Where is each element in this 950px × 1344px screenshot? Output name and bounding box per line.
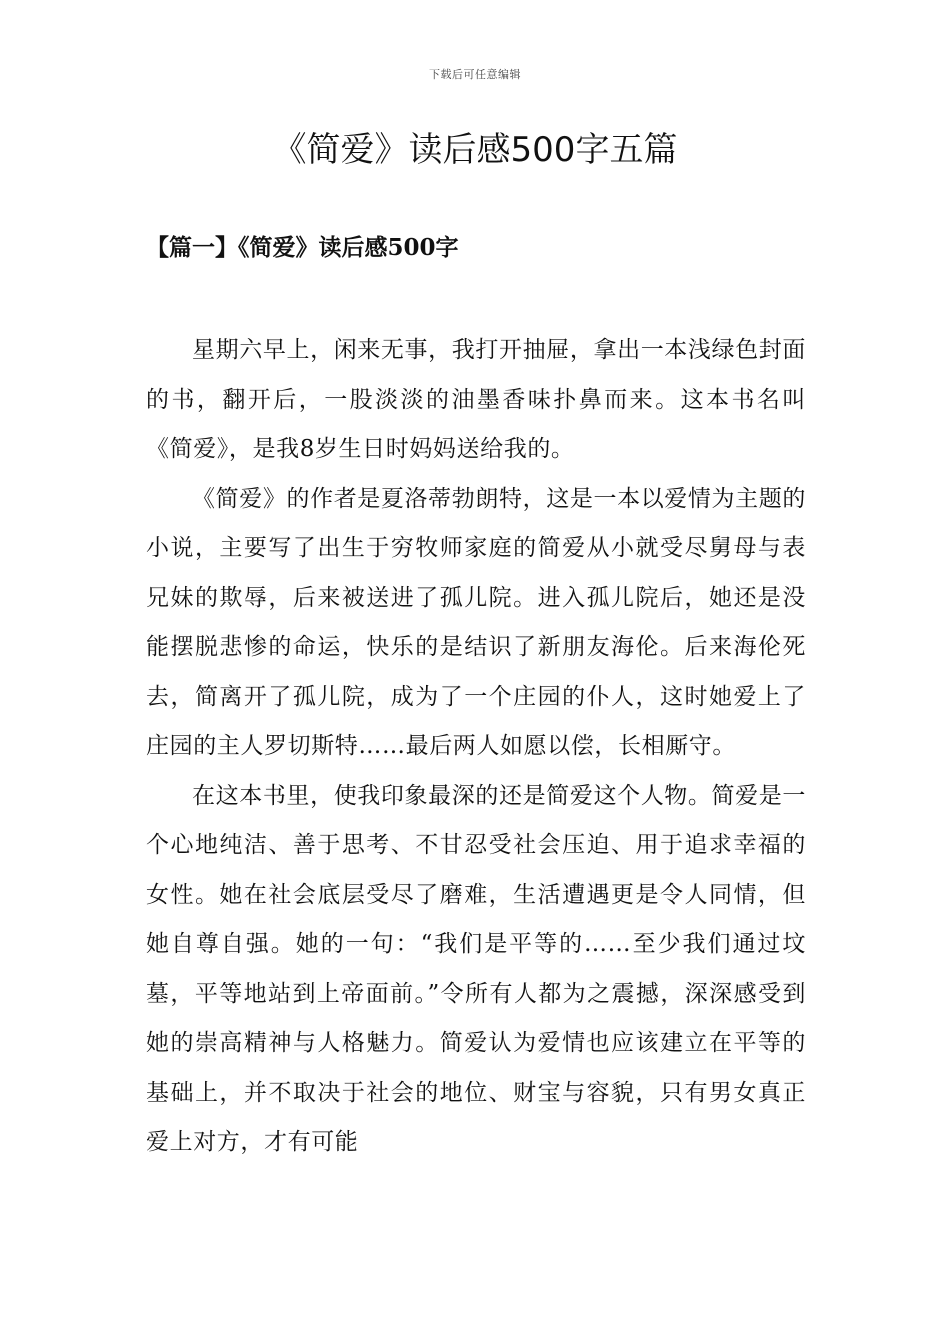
header-note: 下载后可任意编辑	[429, 68, 521, 81]
paragraph-2: 《简爱》的作者是夏洛蒂勃朗特，这是一本以爱情为主题的小说，主要写了出生于穷牧师家庭的简爱从小就受尽舅母与表兄妹的欺辱，后来被送进了孤儿院。进入孤儿院后，她还是没能摆脱悲惨的命运，快乐的是结识了新朋友海伦。后来海伦死去，简离开了孤儿院，成为了一个庄园的仆人，这时她爱上了庄园的主人罗切斯特……最后两人如愿以偿，长相厮守。	[146, 485, 806, 759]
body-text	[146, 326, 806, 1168]
document-title: 《简爱》读后感500字五篇	[272, 130, 678, 170]
section-heading: 【篇一】《简爱》读后感500字	[146, 234, 459, 261]
paragraph-3: 在这本书里，使我印象最深的还是简爱这个人物。简爱是一个心地纯洁、善于思考、不甘忍受社会压迫、用于追求幸福的女性。她在社会底层受尽了磨难，生活遭遇更是令人同情，但她自尊自强。她的一句：“我们是平等的……至少我们通过坟墓，平等地站到上帝面前。”令所有人都为之震撼，深深感受到她的崇高精神与人格魅力。简爱认为爱情也应该建立在平等的基础上，并不取决于社会的地位、财宝与容貌，只有男女真正爱上对方，才有可能	[146, 782, 806, 1155]
paragraph-1: 星期六早上，闲来无事，我打开抽屉，拿出一本浅绿色封面的书，翻开后，一股淡淡的油墨香味扑鼻而来。这本书名叫《简爱》，是我8岁生日时妈妈送给我的。	[146, 337, 806, 462]
